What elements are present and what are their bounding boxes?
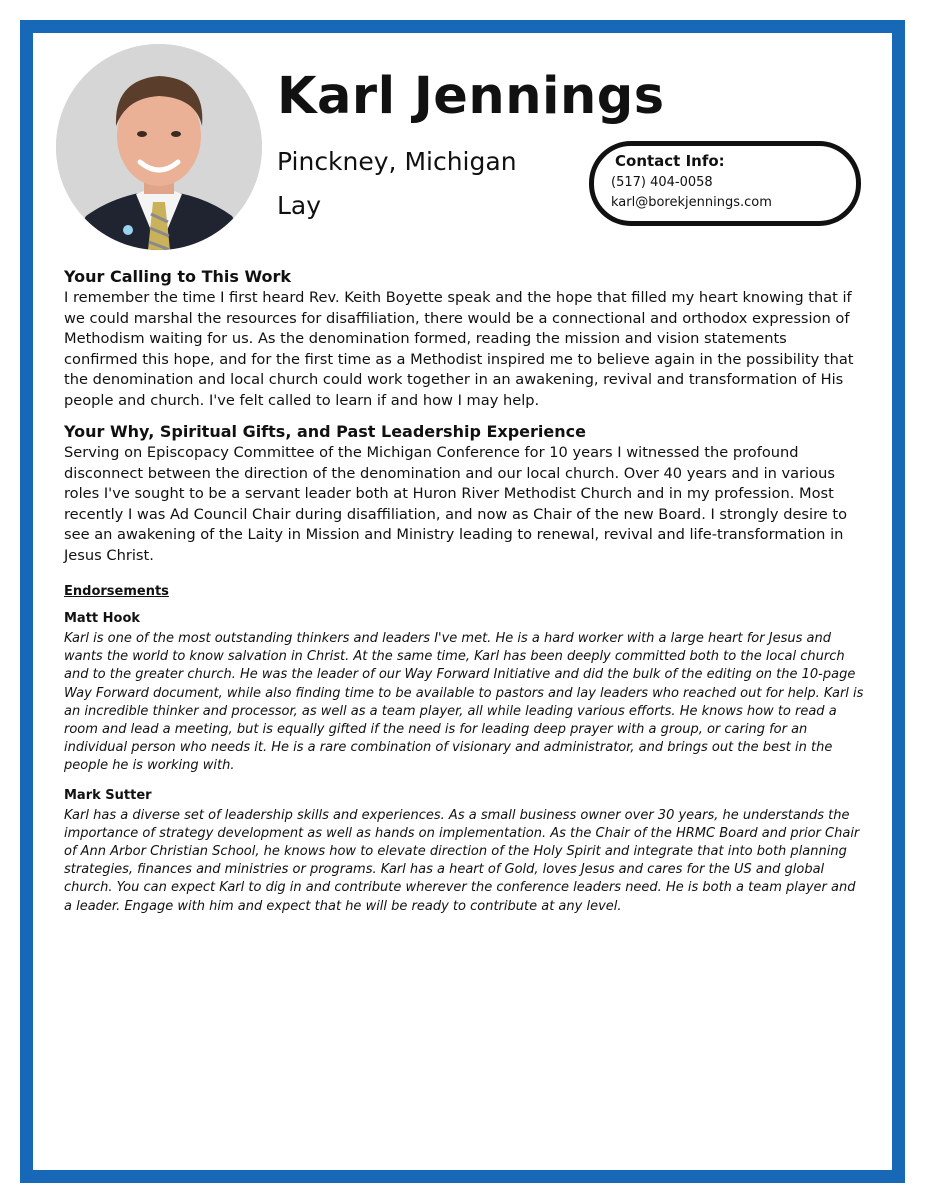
leadership-section <box>64 421 864 567</box>
calling-section <box>64 266 864 412</box>
endorser-name: Mark Sutter <box>64 787 152 803</box>
endorsement-quote: Karl has a diverse set of leadership skills and experiences. As a small business owner over 30 years, he understands the importance of strategy development as well as hands on implementation. As the Chair of the HRMC Board and prior Chair of Ann Arbor Christian School, he knows how to elevate direction of the Holy Spirit and integrate that into both planning strategies, finances and ministries or programs. Karl has a heart of Gold, loves Jesus and cares for the US and global church. You can expect Karl to dig in and contribute wherever the conference leaders need. He is both a team player and a leader. Engage with him and expect that he will be ready to contribute at any level. <box>64 807 860 914</box>
calling-heading: Your Calling to This Work <box>64 267 292 286</box>
candidate-name: Karl Jennings <box>277 67 665 126</box>
portrait-illustration <box>56 44 262 250</box>
endorser-name: Matt Hook <box>64 611 141 626</box>
candidate-role: Lay <box>277 191 322 220</box>
leadership-heading: Your Why, Spiritual Gifts, and Past Leadership Experience <box>64 422 586 441</box>
endorsement-quote: Karl is one of the most outstanding thinkers and leaders I've met. He is a hard worker with a large heart for Jesus and wants the world to know salvation in Christ. At the same time, Karl has been deeply committed both to the local church and to the greater church. He was the leader of our Way Forward Initiative and did the bulk of the editing on the 10-page Way Forward document, while also finding time to be available to pastors and lay leaders who reached out for help. Karl is an incredible thinker and processor, as well as a team player, all while leading various efforts. He knows how to read a room and lead a meeting, but is equally gifted if the need is for leading deep prayer with a group, or caring for an individual person who needs it. He is a rare combination of visionary and administrator, and brings out the best in the people he is working with. <box>64 631 864 774</box>
profile-photo <box>56 44 262 250</box>
contact-info-title: Contact Info: <box>615 152 725 170</box>
leadership-body: Serving on Episcopacy Committee of the Michigan Conference for 10 years I witnessed the profound disconnect between the direction of the denomination and our local church. Over 40 years and in various roles I've sought to be a servant leader both at Huron River Methodist Church and in my profession. Most recently I was Ad Council Chair during disaffiliation, and now as Chair of the new Board. I strongly desire to see an awakening of the Laity in Mission and Ministry leading to renewal, revival and life-transformation in Jesus Christ. <box>64 444 848 564</box>
calling-body: I remember the time I first heard Rev. Keith Boyette speak and the hope that filled my heart knowing that if we could marshal the resources for disaffiliation, there would be a connectional and orthodox expression of Methodism waiting for us. As the denomination formed, reading the mission and vision statements confirmed this hope, and for the first time as a Methodist inspired me to believe again in the possibility that the denomination and local church could work together in an awakening, revival and transformation of His people and church. I've felt called to learn if and how I may help. <box>64 289 854 409</box>
endorsements-section <box>64 583 864 927</box>
candidate-location: Pinckney, Michigan <box>277 147 517 176</box>
contact-phone: (517) 404-0058 <box>611 175 713 190</box>
endorsements-heading: Endorsements <box>64 584 169 599</box>
contact-info-box <box>589 141 861 226</box>
contact-email: karl@borekjennings.com <box>611 195 772 210</box>
